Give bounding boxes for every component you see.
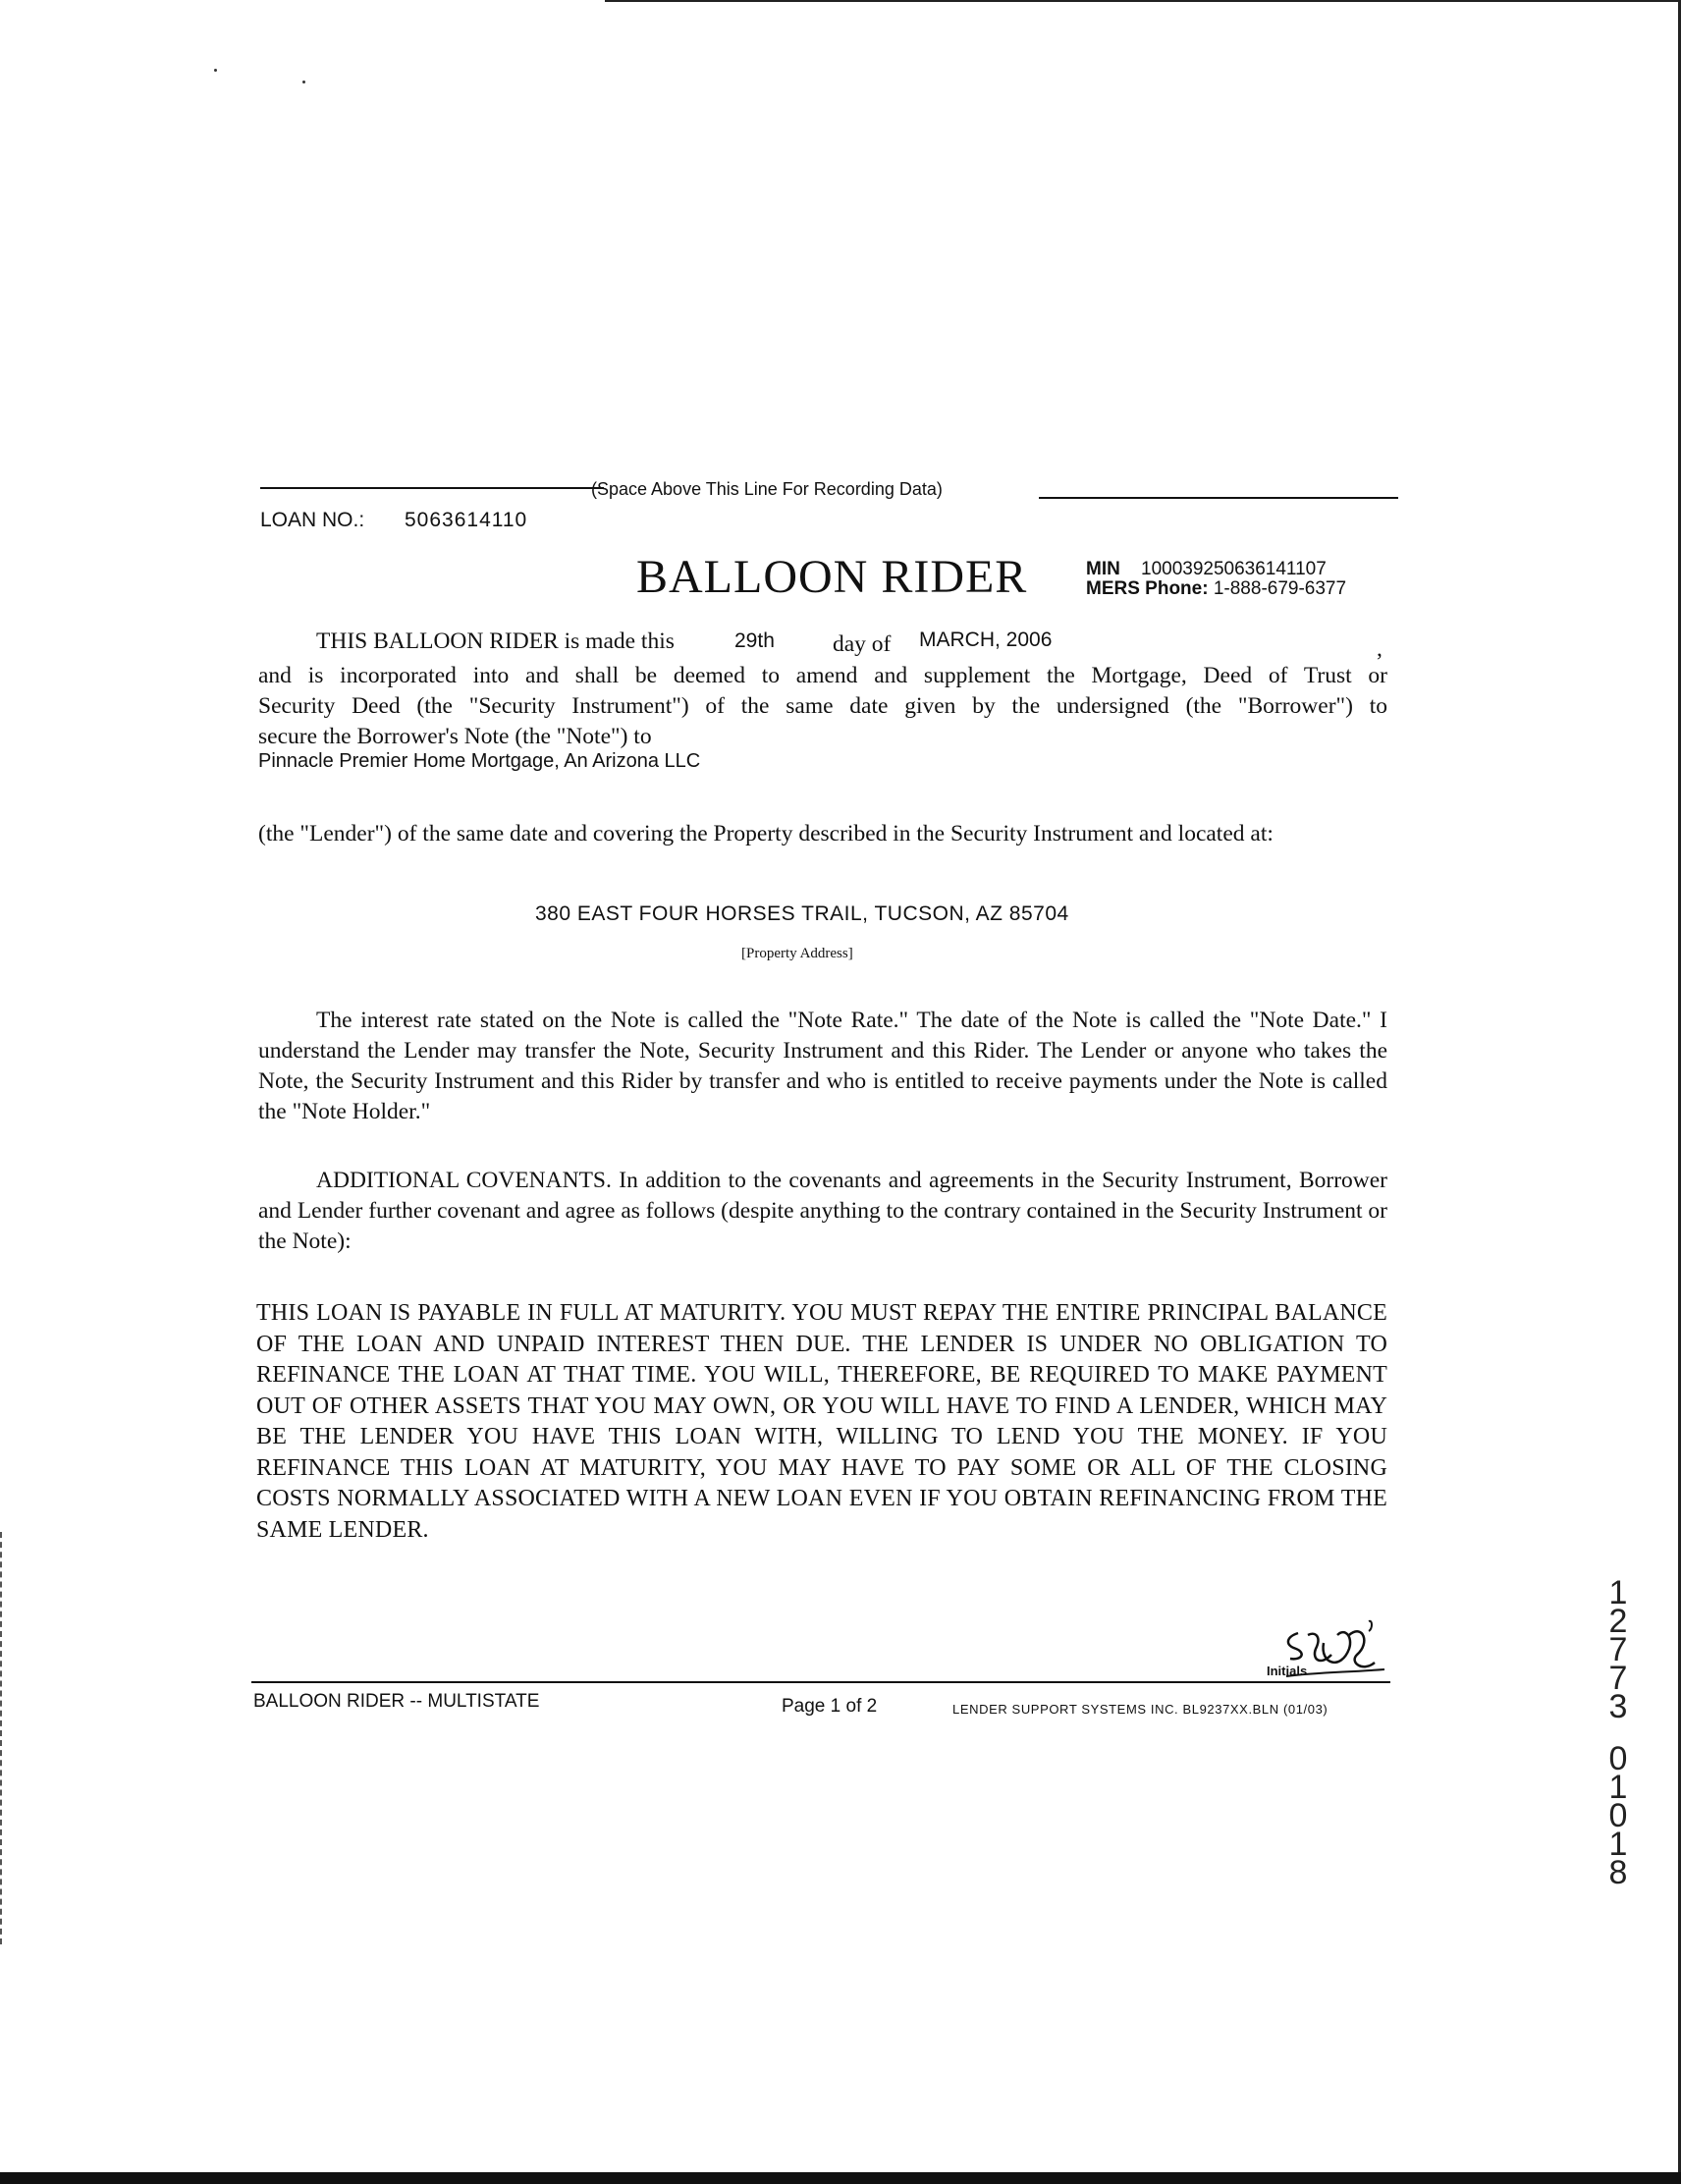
side-stamp-top — [1599, 1574, 1638, 1725]
side-stamp-digit: 0 — [1608, 1797, 1628, 1834]
additional-covenants-paragraph — [258, 1166, 1387, 1257]
initials-label: Initials — [1267, 1664, 1308, 1678]
recording-rule-left — [260, 487, 604, 489]
intro-paragraph — [258, 661, 1387, 752]
intro-day-of: day of — [833, 631, 892, 657]
covenants-heading: ADDITIONAL COVENANTS. — [316, 1168, 612, 1193]
scan-edge-top — [605, 0, 1681, 2]
scan-speck — [214, 69, 217, 72]
side-stamp-digit: 7 — [1608, 1660, 1628, 1697]
intro-day: 29th — [734, 629, 775, 652]
side-stamp-digit: 2 — [1608, 1603, 1628, 1640]
footer-rule — [251, 1681, 1390, 1683]
side-stamp — [1599, 1574, 1638, 1891]
note-rate-paragraph: The interest rate stated on the Note is called the "Note Rate." The date of the Note is called the "Note Date." I understand the Lender may transfer the Note, Security Instrument and this Rider. The Lender or anyone who takes the Note, the Security Instrument and this Rider by transfer and who is entitled to receive payments under the Note is called the "Note Holder." — [258, 1008, 1387, 1124]
property-address-caption: [Property Address] — [741, 946, 853, 961]
side-stamp-digit: 3 — [1608, 1688, 1628, 1725]
intro-line-2: and is incorporated into and shall be deemed to amend and supplement the Mortgage, Deed of Trust or — [258, 663, 1387, 688]
mers-phone: 1-888-679-6377 — [1213, 578, 1347, 599]
min-number: 100039250636141107 — [1141, 559, 1327, 579]
document-title: BALLOON RIDER — [636, 551, 1028, 603]
scan-speck — [302, 81, 305, 83]
side-stamp-digit: 1 — [1608, 1826, 1628, 1863]
scan-edge-bottom — [0, 2172, 1681, 2184]
intro-line-3: Security Deed (the "Security Instrument") of the same date given by the undersigned (the "Borrower") to — [258, 693, 1387, 719]
maturity-notice: THIS LOAN IS PAYABLE IN FULL AT MATURITY. YOU MUST REPAY THE ENTIRE PRINCIPAL BALANCE OF THE LOAN AND UNPAID INTEREST THEN DUE. THE LENDER IS UNDER NO OBLIGATION TO REFINANCE THE LOAN AT THAT TIME. YOU WILL, THEREFORE, BE REQUIRED TO MAKE PAYMENT OUT OF OTHER ASSETS THAT YOU MAY OWN, OR YOU WILL HAVE TO FIND A LENDER, WHICH MAY BE THE LENDER YOU HAVE THIS LOAN WITH, WILLING TO LEND YOU THE MONEY. IF YOU REFINANCE THIS LOAN AT MATURITY, YOU MAY HAVE TO PAY SOME OR ALL OF THE CLOSING COSTS NORMALLY ASSOCIATED WITH A NEW LOAN EVEN IF YOU OBTAIN REFINANCING FROM THE SAME LENDER. — [256, 1300, 1387, 1543]
loan-number: 5063614110 — [405, 509, 528, 531]
property-address: 380 EAST FOUR HORSES TRAIL, TUCSON, AZ 85704 — [535, 902, 1069, 925]
loan-number-label: LOAN NO.: — [260, 509, 365, 531]
intro-made-prefix: THIS BALLOON RIDER is made this — [316, 628, 675, 654]
footer-form-name: BALLOON RIDER -- MULTISTATE — [253, 1691, 540, 1712]
min-block — [1086, 560, 1346, 599]
recording-note: (Space Above This Line For Recording Data) — [591, 479, 943, 499]
scan-edge-left — [0, 1532, 4, 1944]
side-stamp-digit: 0 — [1608, 1740, 1628, 1777]
footer-page-number: Page 1 of 2 — [782, 1696, 878, 1717]
intro-comma: , — [1377, 636, 1383, 662]
intro-line-4: secure the Borrower's Note (the "Note") to — [258, 724, 652, 749]
mers-phone-label: MERS Phone: — [1086, 578, 1209, 599]
side-stamp-digit: 1 — [1608, 1574, 1628, 1611]
side-stamp-digit: 7 — [1608, 1631, 1628, 1668]
recording-rule-right — [1039, 497, 1398, 499]
lender-name: Pinnacle Premier Home Mortgage, An Arizona LLC — [258, 750, 701, 772]
footer-vendor: LENDER SUPPORT SYSTEMS INC. BL9237XX.BLN (01/03) — [952, 1702, 1329, 1717]
side-stamp-digit: 8 — [1608, 1854, 1628, 1891]
intro-month-year: MARCH, 2006 — [919, 628, 1053, 651]
min-label: MIN — [1086, 559, 1120, 579]
side-stamp-bottom — [1599, 1740, 1638, 1891]
after-lender-text: (the "Lender") of the same date and covering the Property described in the Security Instrument and located at: — [258, 821, 1274, 846]
covenants-text: In addition to the covenants and agreements in the Security Instrument, Borrower and Lender further covenant and agree as follows (despite anything to the contrary contained in the Security Instrument or the Note): — [258, 1168, 1388, 1254]
side-stamp-digit: 1 — [1608, 1769, 1628, 1806]
